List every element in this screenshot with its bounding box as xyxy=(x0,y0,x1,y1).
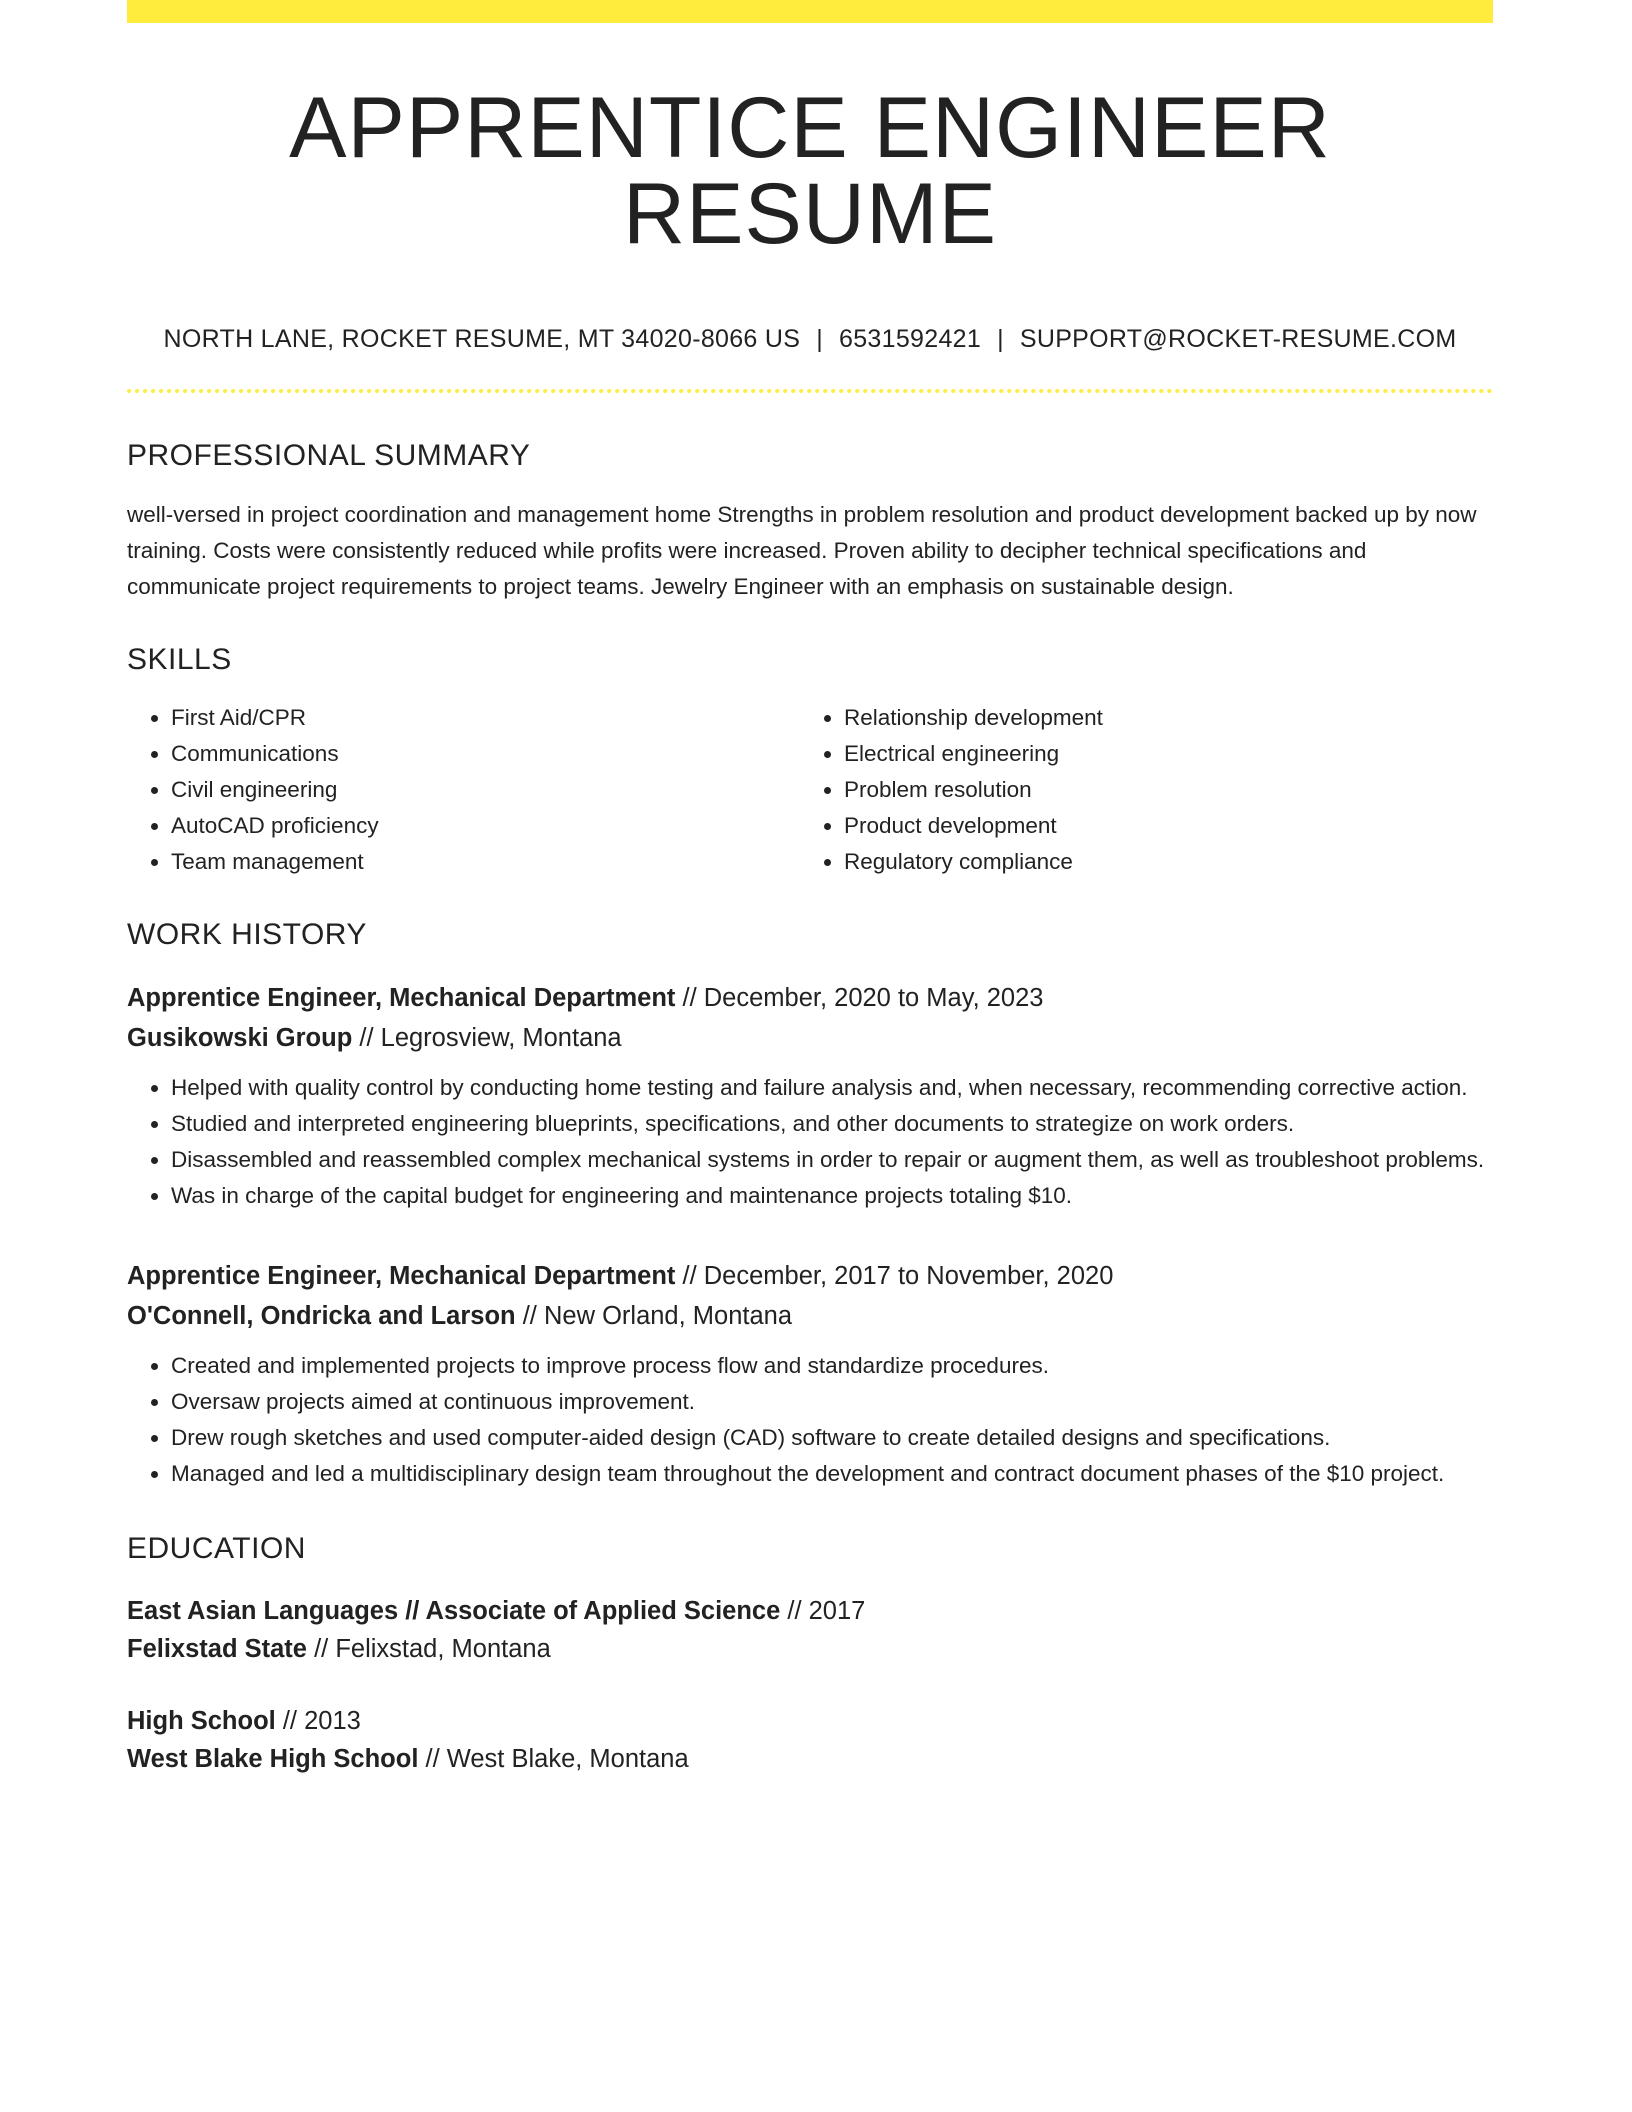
education-school: West Blake High School xyxy=(127,1745,419,1773)
resume-title: APPRENTICE ENGINEER RESUME xyxy=(289,80,1331,262)
contact-phone: 6531592421 xyxy=(839,325,982,353)
education-degree-line xyxy=(127,1702,1493,1740)
education-year: // 2017 xyxy=(780,1597,866,1625)
job-entry xyxy=(127,1256,1493,1492)
skill-item: • First Aid/CPR xyxy=(171,700,800,736)
job-company-line xyxy=(127,1018,1493,1058)
contact-address: NORTH LANE, ROCKET RESUME, MT 34020-8066 US xyxy=(163,325,801,353)
skill-item: • AutoCAD proficiency xyxy=(171,808,800,844)
job-bullet: • Was in charge of the capital budget for engineering and maintenance projects totaling $10. xyxy=(171,1178,1493,1214)
job-bullet: • Studied and interpreted engineering blueprints, specifications, and other documents to strategize on work orders. xyxy=(171,1106,1493,1142)
skills-list-left xyxy=(127,700,800,880)
resume-page xyxy=(127,0,1493,1778)
skill-item: • Communications xyxy=(171,736,800,772)
skills-list-right xyxy=(800,700,1473,880)
summary-text: well-versed in project coordination and management home Strengths in problem resolution and product development backed up by now training. Costs were consistently reduced while profits were increased. Proven ability to decipher technical specifications and communicate project requirements to project teams. Jewelry Engineer with an emphasis on sustainable design. xyxy=(127,502,1477,599)
contact-separator: | xyxy=(997,325,1004,353)
skill-item: • Team management xyxy=(171,844,800,880)
skill-item: • Problem resolution xyxy=(844,772,1473,808)
skill-item: • Regulatory compliance xyxy=(844,844,1473,880)
education-location: // West Blake, Montana xyxy=(418,1745,689,1773)
job-bullet: • Oversaw projects aimed at continuous improvement. xyxy=(171,1384,1493,1420)
education-degree: High School xyxy=(127,1707,276,1735)
education-school: Felixstad State xyxy=(127,1635,307,1663)
education-entry xyxy=(127,1592,1493,1668)
education-entry xyxy=(127,1702,1493,1778)
contact-line xyxy=(127,327,1493,352)
education-location: // Felixstad, Montana xyxy=(306,1635,551,1663)
education-school-line xyxy=(127,1630,1493,1668)
job-bullet: • Helped with quality control by conducting home testing and failure analysis and, when necessary, recommending corrective action. xyxy=(171,1070,1493,1106)
job-title: Apprentice Engineer, Mechanical Department xyxy=(127,1262,676,1290)
skill-item: • Civil engineering xyxy=(171,772,800,808)
education-degree-line xyxy=(127,1592,1493,1630)
skills-grid xyxy=(127,700,1493,880)
job-dates: // December, 2017 to November, 2020 xyxy=(675,1262,1114,1290)
job-bullet: • Drew rough sketches and used computer-aided design (CAD) software to create detailed designs and specifications. xyxy=(171,1420,1493,1456)
job-company: Gusikowski Group xyxy=(127,1024,353,1052)
education-school-line xyxy=(127,1740,1493,1778)
education-year: // 2013 xyxy=(275,1707,361,1735)
job-bullet: • Disassembled and reassembled complex mechanical systems in order to repair or augment them, as well as troubleshoot problems. xyxy=(171,1142,1493,1178)
job-company-line xyxy=(127,1296,1493,1336)
job-bullets xyxy=(127,1348,1493,1492)
job-title-line xyxy=(127,1256,1493,1296)
job-bullet: • Managed and led a multidisciplinary design team throughout the development and contract document phases of the $10 project. xyxy=(171,1456,1493,1492)
skills-heading: SKILLS xyxy=(127,643,232,676)
skill-item: • Product development xyxy=(844,808,1473,844)
job-entry xyxy=(127,978,1493,1214)
job-bullets xyxy=(127,1070,1493,1214)
work-history-heading: WORK HISTORY xyxy=(127,918,367,951)
contact-email: SUPPORT@ROCKET-RESUME.COM xyxy=(1019,325,1457,353)
contact-separator: | xyxy=(816,325,824,353)
skill-item: • Electrical engineering xyxy=(844,736,1473,772)
top-accent-bar xyxy=(127,0,1493,23)
job-bullet: • Created and implemented projects to improve process flow and standardize procedures. xyxy=(171,1348,1493,1384)
job-title-line xyxy=(127,978,1493,1018)
dotted-divider xyxy=(127,389,1493,393)
education-heading: EDUCATION xyxy=(127,1532,306,1565)
education-degree: East Asian Languages // Associate of Applied Science xyxy=(127,1597,781,1625)
job-location: // New Orland, Montana xyxy=(515,1302,793,1330)
skill-item: • Relationship development xyxy=(844,700,1473,736)
job-dates: // December, 2020 to May, 2023 xyxy=(675,984,1044,1012)
job-company: O'Connell, Ondricka and Larson xyxy=(127,1302,516,1330)
summary-heading: PROFESSIONAL SUMMARY xyxy=(127,439,531,472)
job-location: // Legrosview, Montana xyxy=(352,1024,622,1052)
job-title: Apprentice Engineer, Mechanical Department xyxy=(127,984,676,1012)
